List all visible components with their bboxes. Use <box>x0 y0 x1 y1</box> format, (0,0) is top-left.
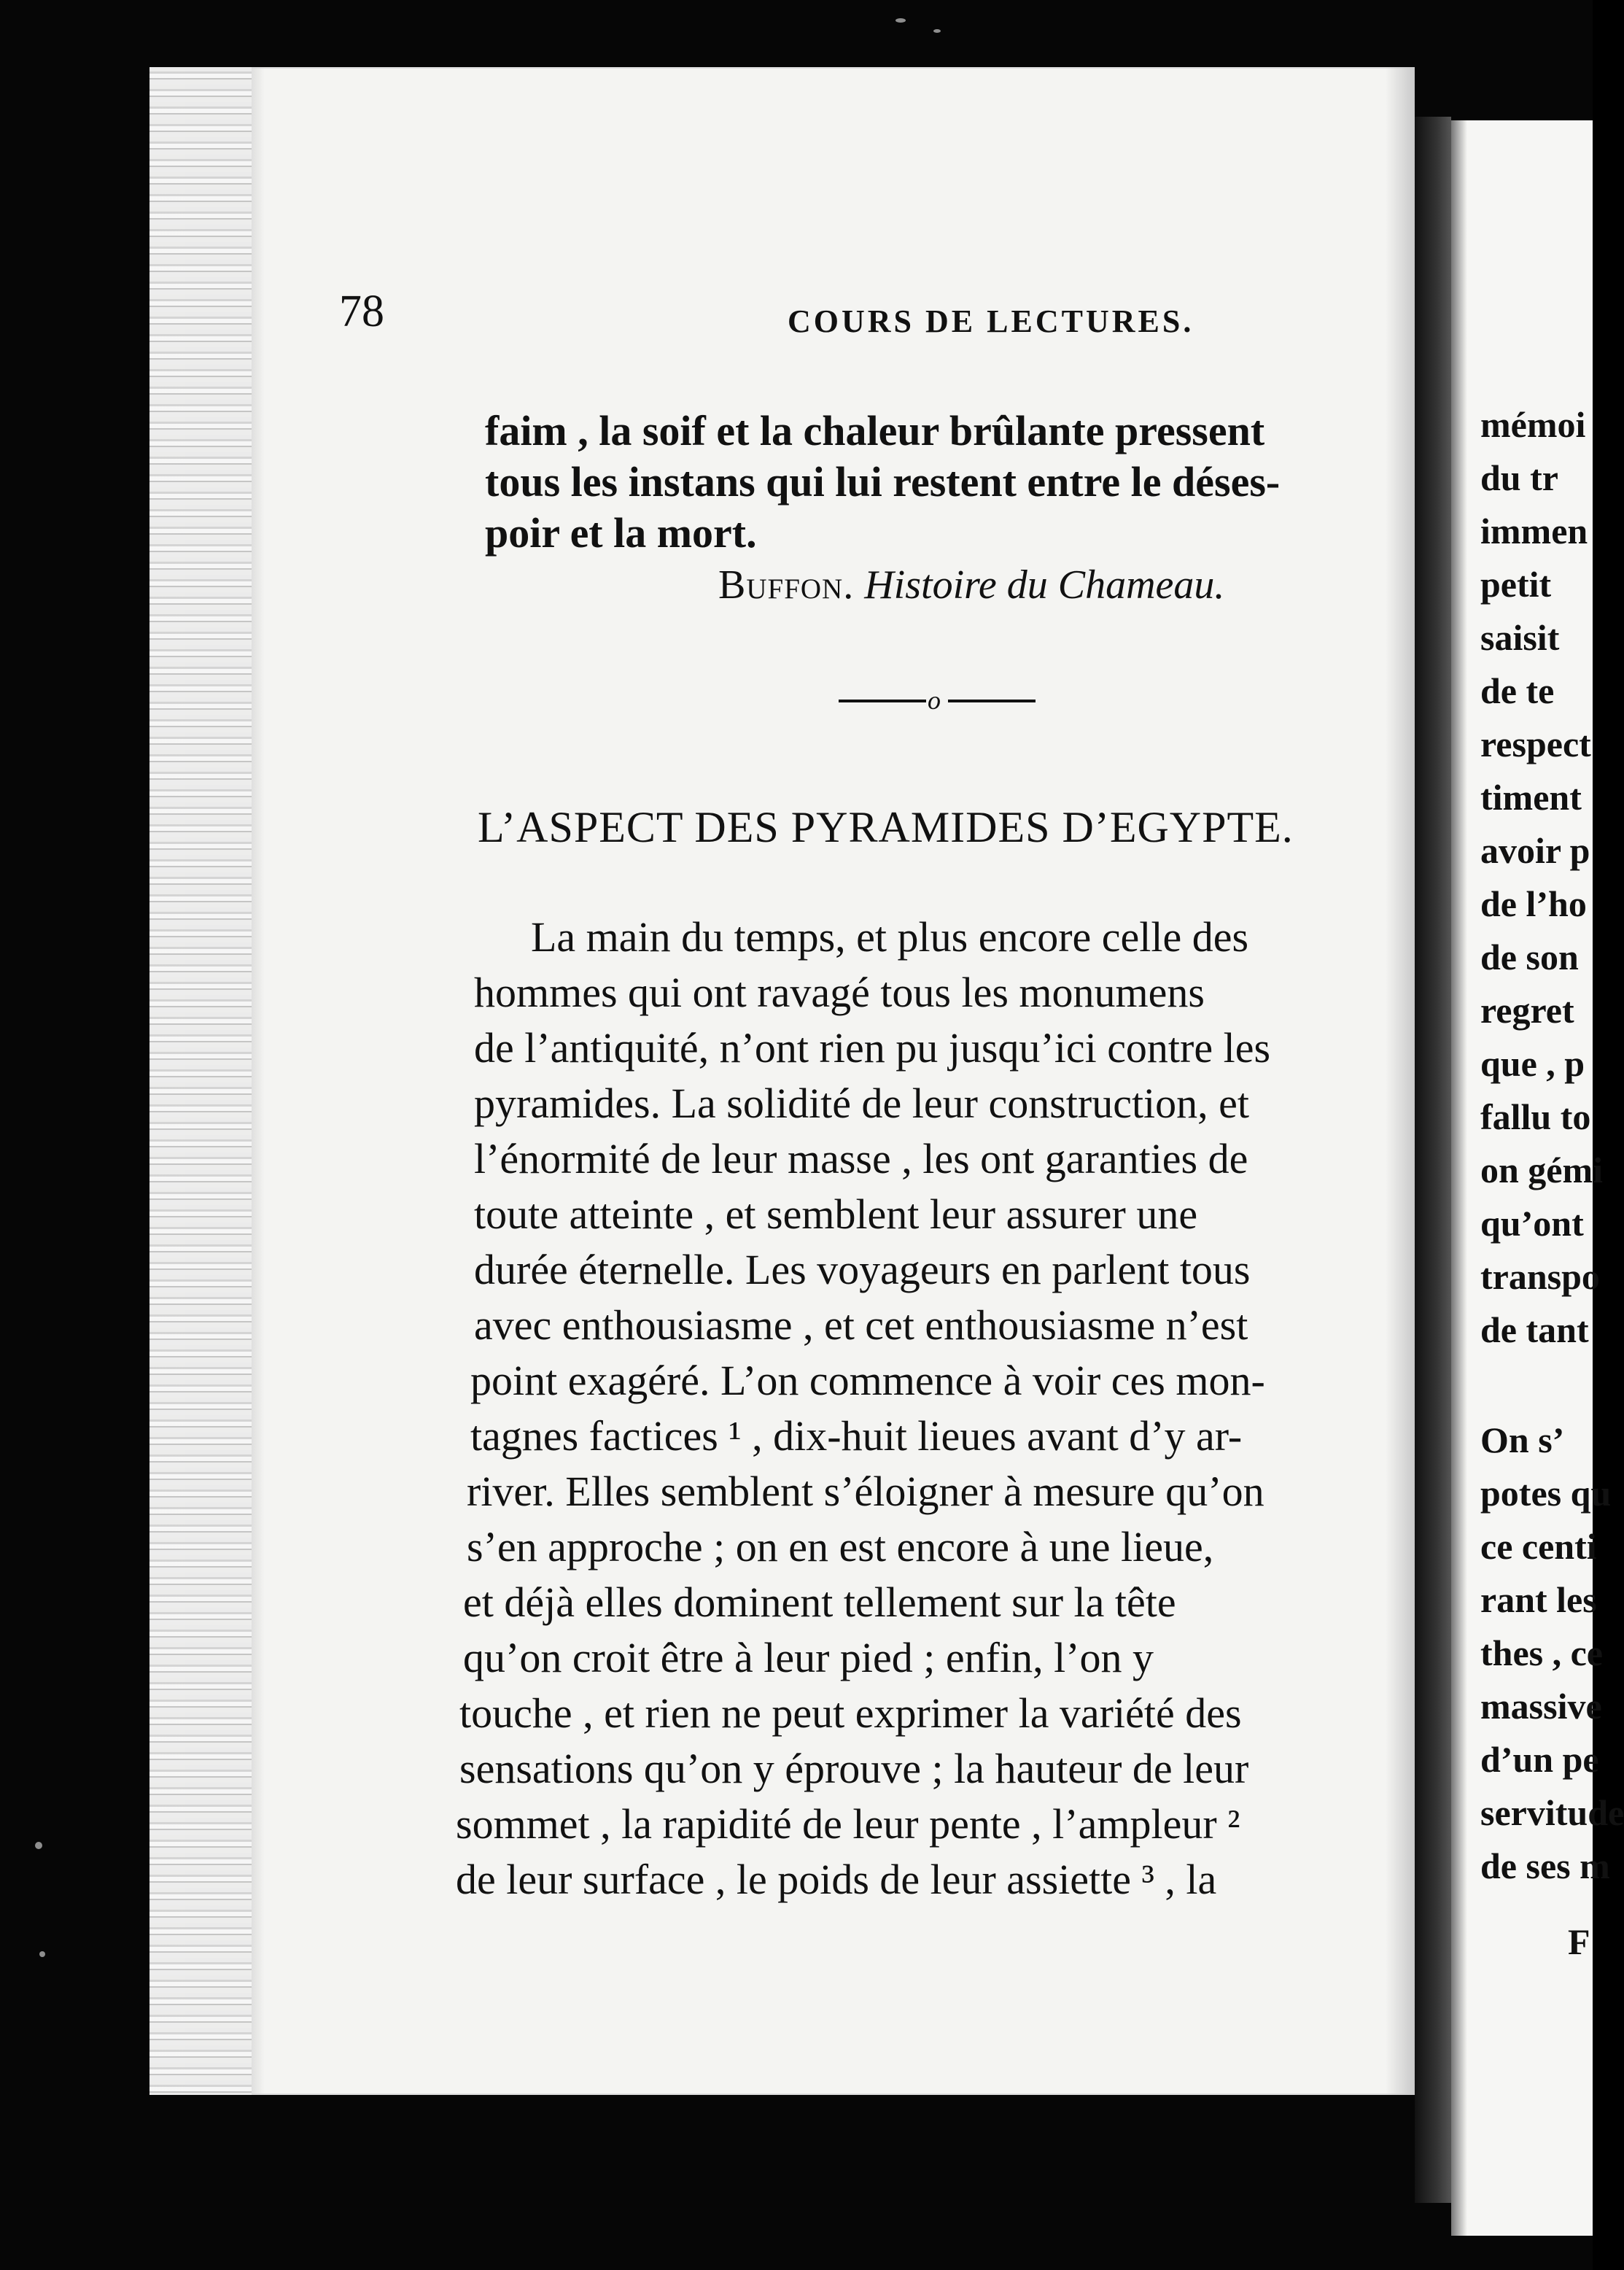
right-page-fragment: servitude <box>1480 1792 1624 1833</box>
dust-speck <box>39 1951 45 1957</box>
right-page-fragment: mémoi <box>1480 404 1586 445</box>
attribution-work: Histoire du Chameau. <box>864 562 1225 608</box>
right-page-fragment: de son <box>1480 937 1579 977</box>
separator-rule <box>839 700 926 702</box>
dust-speck <box>35 1842 42 1849</box>
right-page-fragment: du tr <box>1480 457 1558 498</box>
dust-speck <box>933 29 941 33</box>
body-line: l’énormité de leur masse , les ont garanties de <box>474 1135 1248 1182</box>
right-page-fragment: qu’ont <box>1480 1203 1584 1244</box>
body-line: touche , et rien ne peut exprimer la variété des <box>459 1689 1242 1737</box>
continued-line: tous les instans qui lui restent entre le déses- <box>485 458 1281 505</box>
section-title: L’ASPECT DES PYRAMIDES D’EGYPTE. <box>478 803 1294 851</box>
page-fold-shadow <box>1386 67 1415 2095</box>
right-page-fragment: On s’ <box>1480 1419 1565 1460</box>
book-gutter <box>1415 117 1451 2203</box>
page-edge <box>149 67 252 2095</box>
right-page-fragment: avoir p <box>1480 830 1590 871</box>
right-page-fragment: de te <box>1480 670 1555 711</box>
body-line: de l’antiquité, n’ont rien pu jusqu’ici contre les <box>474 1024 1271 1072</box>
attribution-author: Buffon. <box>718 562 855 608</box>
right-page-fragment: F <box>1568 1921 1590 1962</box>
attribution <box>718 562 1224 608</box>
separator-ornament: o <box>928 686 941 715</box>
right-page-fragment: immen <box>1480 511 1588 551</box>
right-page-fragment: transpo <box>1480 1256 1600 1297</box>
right-page-fragment: respect <box>1480 724 1591 764</box>
body-line: sommet , la rapidité de leur pente , l’ampleur ² <box>456 1800 1240 1848</box>
running-head: COURS DE LECTURES. <box>788 303 1194 339</box>
right-page-fragment: timent <box>1480 777 1582 818</box>
body-line: pyramides. La solidité de leur construction, et <box>474 1080 1250 1127</box>
body-line: tagnes factices ¹ , dix-huit lieues avant d’y ar- <box>470 1412 1243 1460</box>
page-fold-shadow <box>1451 120 1467 2236</box>
right-page-fragment: petit <box>1480 564 1552 605</box>
right-page <box>1451 120 1624 2236</box>
body-line: et déjà elles dominent tellement sur la tête <box>463 1578 1176 1626</box>
body-line: hommes qui ont ravagé tous les monumens <box>474 969 1205 1016</box>
right-page-fragment: d’un pe <box>1480 1739 1599 1780</box>
body-line: avec enthousiasme , et cet enthousiasme n’est <box>474 1301 1248 1349</box>
body-line: de leur surface , le poids de leur assiette ³ , la <box>456 1856 1217 1903</box>
body-line: sensations qu’on y éprouve ; la hauteur de leur <box>459 1745 1249 1792</box>
right-page-fragment: regret <box>1480 990 1574 1031</box>
right-page-fragment: thes , ce <box>1480 1632 1603 1673</box>
right-page-fragment: ce centi <box>1480 1526 1597 1567</box>
right-page-fragment: que , p <box>1480 1043 1585 1084</box>
body-line: toute atteinte , et semblent leur assurer une <box>474 1190 1198 1238</box>
right-page-fragment: potes qu <box>1480 1473 1612 1514</box>
right-page-fragment: de l’ho <box>1480 883 1587 924</box>
right-page-fragment: on gémi <box>1480 1150 1604 1190</box>
body-line: point exagéré. L’on commence à voir ces mon- <box>470 1357 1265 1404</box>
page-number: 78 <box>339 287 384 336</box>
body-line: durée éternelle. Les voyageurs en parlent tous <box>474 1246 1251 1293</box>
body-line: river. Elles semblent s’éloigner à mesure qu’on <box>467 1468 1264 1515</box>
section-separator <box>839 686 1036 715</box>
right-page-fragment: de ses m <box>1480 1845 1610 1886</box>
right-page-fragment: massive <box>1480 1686 1602 1727</box>
right-page-fragment: saisit <box>1480 617 1560 658</box>
separator-rule <box>948 700 1036 702</box>
right-page-fragment: rant les <box>1480 1579 1597 1620</box>
dust-speck <box>895 18 906 23</box>
body-line: La main du temps, et plus encore celle des <box>531 913 1249 961</box>
body-line: s’en approche ; on en est encore à une lieue, <box>467 1523 1214 1570</box>
body-line: qu’on croit être à leur pied ; enfin, l’on y <box>463 1634 1154 1681</box>
continued-line: poir et la mort. <box>485 509 757 557</box>
right-page-fragment: fallu to <box>1480 1096 1591 1137</box>
continued-line: faim , la soif et la chaleur brûlante pressent <box>485 407 1265 454</box>
right-page-fragment: de tant <box>1480 1309 1589 1350</box>
